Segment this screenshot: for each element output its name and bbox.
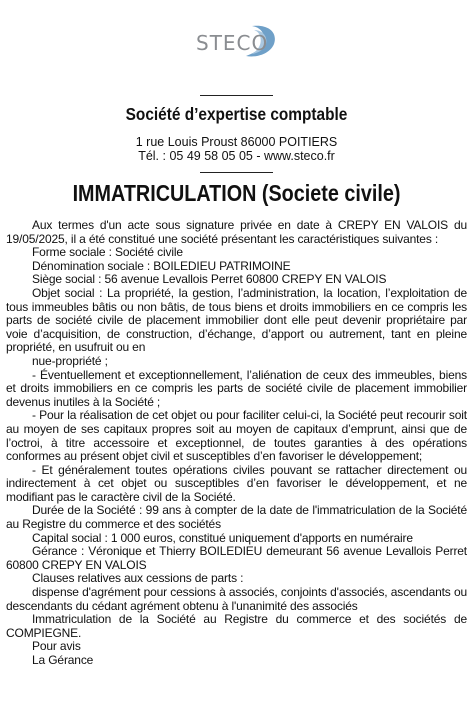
logo-wordmark: [196, 31, 268, 55]
top-divider: [200, 95, 273, 96]
paragraph: Objet social : La propriété, la gestion, l’administration, la location, l’exploitation de tous immeubles bâtis ou non bâtis, de tous biens et droits immobiliers en ce compris les parts de société civile de placement immobilier dont elle peut devenir propriétaire par voie d’acquisition, de construction, d’échange, d’apport ou autrement, tant en pleine propriété, en usufruit ou en: [6, 285, 467, 355]
paragraph: Pour avis: [32, 639, 81, 654]
logo-text-main: STEC: [196, 31, 252, 55]
paragraph: dispense d'agrément pour cessions à associés, conjoints d'associés, ascendants ou descendants du cédant agrément obtenu à l'unanimité des associés: [6, 585, 467, 613]
paragraph: Clauses relatives aux cessions de parts :: [32, 571, 244, 586]
paragraph: Capital social : 1 000 euros, constitué uniquement d'apports en numéraire: [32, 530, 413, 545]
paragraph: Immatriculation de la Société au Registre du commerce et des sociétés de COMPIEGNE.: [6, 612, 467, 640]
middle-divider: [200, 172, 273, 173]
paragraph: Gérance : Véronique et Thierry BOILEDIEU demeurant 56 avenue Levallois Perret 60800 CREPY EN VALOIS: [6, 544, 467, 572]
firm-name: Société d’expertise comptable: [125, 104, 348, 124]
firm-address: 1 rue Louis Proust 86000 POITIERS: [135, 135, 338, 149]
firm-phone-web: Tél. : 05 49 58 05 05 - www.steco.fr: [138, 149, 335, 163]
paragraph: Durée de la Société : 99 ans à compter de la date de l'immatriculation de la Société au Registre du commerce et des sociétés: [6, 503, 467, 532]
paragraph: - Pour la réalisation de cet objet ou pour faciliter celui-ci, la Société peut recourir soit au moyen de ses capitaux propres soit au moyen de capitaux d’emprunt, ainsi que de l’octroi, à titre accessoire et exceptionnel, de toutes garanties à des opérations conformes au présent objet civil et susceptibles d’en favoriser le développement;: [6, 408, 467, 464]
firm-contact: [0, 135, 473, 163]
paragraph: Forme sociale : Société civile: [32, 245, 183, 260]
paragraph: Dénomination sociale : BOILEDIEU PATRIMOINE: [32, 258, 291, 273]
notice-body: [6, 219, 467, 668]
paragraph: - Éventuellement et exceptionnellement, l’aliénation de ceux des immeubles, biens et droits immobiliers en ce compris les parts de société civile de placement immobilier devenus inutiles à la Société ;: [6, 367, 467, 409]
paragraph: Siège social : 56 avenue Levallois Perret 60800 CREPY EN VALOIS: [32, 272, 387, 287]
paragraph: nue-propriété ;: [32, 353, 108, 368]
paragraph: - Et généralement toutes opérations civiles pouvant se rattacher directement ou indirectement à cet objet ou susceptibles d’en favoriser le développement, et ne modifiant pas le caractère civil de la Société.: [6, 462, 467, 504]
logo-text-end: O: [251, 31, 269, 55]
notice-title: IMMATRICULATION (Societe civile): [72, 180, 401, 206]
paragraph: La Gérance: [32, 653, 94, 667]
paragraph: Aux termes d'un acte sous signature privée en date à CREPY EN VALOIS du 19/05/2025, il a été constitué une société présentant les caractéristiques suivantes :: [6, 218, 467, 246]
